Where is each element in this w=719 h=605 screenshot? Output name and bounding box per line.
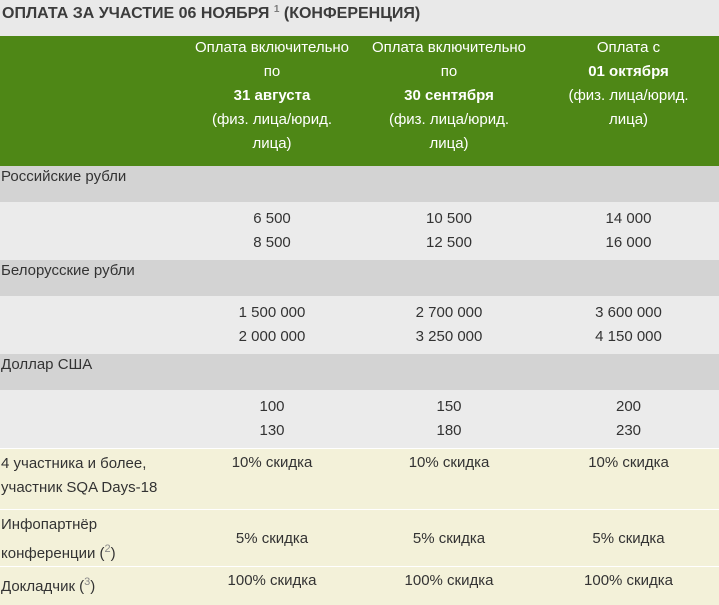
discount-row bbox=[0, 510, 719, 567]
price-individual: 100 bbox=[259, 398, 285, 415]
price-legal: 16 000 bbox=[605, 234, 652, 251]
price-individual: 6 500 bbox=[253, 210, 291, 227]
price-individual: 3 600 000 bbox=[595, 304, 662, 321]
header-line: лица) bbox=[608, 111, 649, 128]
price-legal: 230 bbox=[615, 422, 642, 439]
price-individual: 1 500 000 bbox=[238, 304, 306, 321]
price-legal: 130 bbox=[259, 422, 285, 439]
discount-label-line: конференции ( bbox=[1, 545, 105, 562]
price-row bbox=[0, 390, 719, 449]
discount-label bbox=[0, 567, 184, 605]
discount-value: 5% скидка bbox=[360, 510, 538, 567]
currency-name: Доллар США bbox=[0, 354, 719, 390]
price-legal: 8 500 bbox=[253, 234, 291, 251]
header-date: 01 октября bbox=[588, 63, 669, 80]
price-cell bbox=[360, 296, 538, 354]
discount-label-line: Инфопартнёр bbox=[1, 516, 98, 533]
empty-cell bbox=[0, 390, 184, 449]
discount-value: 10% скидка bbox=[538, 449, 719, 510]
price-cell bbox=[360, 390, 538, 449]
price-legal: 2 000 000 bbox=[238, 328, 306, 345]
table-title bbox=[0, 0, 719, 36]
price-row bbox=[0, 296, 719, 354]
price-cell bbox=[360, 202, 538, 260]
header-line: (физ. лица/юрид. bbox=[211, 111, 333, 128]
empty-cell bbox=[0, 202, 184, 260]
price-cell bbox=[538, 390, 719, 449]
discount-value: 100% скидка bbox=[360, 567, 538, 605]
discount-row bbox=[0, 567, 719, 605]
discount-row bbox=[0, 449, 719, 510]
price-individual: 150 bbox=[436, 398, 462, 415]
currency-row bbox=[0, 166, 719, 202]
header-date: 31 августа bbox=[233, 87, 311, 104]
header-line: Оплата включительно bbox=[371, 39, 527, 56]
discount-label-line: Докладчик ( bbox=[1, 578, 85, 595]
title-text: ОПЛАТА ЗА УЧАСТИЕ 06 НОЯБРЯ bbox=[2, 5, 270, 22]
price-cell bbox=[538, 202, 719, 260]
header-line: (физ. лица/юрид. bbox=[568, 87, 689, 104]
discount-label bbox=[0, 449, 184, 510]
price-individual: 2 700 000 bbox=[415, 304, 483, 321]
discount-label bbox=[0, 510, 184, 567]
price-legal: 12 500 bbox=[426, 234, 472, 251]
currency-row bbox=[0, 354, 719, 390]
price-cell bbox=[538, 296, 719, 354]
header-col-3 bbox=[538, 36, 719, 166]
currency-row bbox=[0, 260, 719, 296]
header-line: Оплата включительно bbox=[194, 39, 350, 56]
discount-value: 100% скидка bbox=[538, 567, 719, 605]
discount-value: 10% скидка bbox=[360, 449, 538, 510]
title-footnote-ref: 1 bbox=[273, 4, 280, 15]
header-line: по bbox=[263, 63, 281, 80]
price-cell bbox=[184, 296, 360, 354]
discount-label-line: участник SQA Days-18 bbox=[1, 479, 158, 496]
paren-close: ) bbox=[90, 578, 96, 595]
header-row bbox=[0, 36, 719, 166]
paren-close: ) bbox=[110, 545, 116, 562]
price-legal: 4 150 000 bbox=[595, 328, 662, 345]
header-line: Оплата с bbox=[596, 39, 661, 56]
header-col-1 bbox=[184, 36, 360, 166]
header-line: по bbox=[440, 63, 458, 80]
header-line: лица) bbox=[429, 135, 469, 152]
title-suffix: (КОНФЕРЕНЦИЯ) bbox=[283, 5, 421, 22]
price-cell bbox=[184, 202, 360, 260]
price-individual: 10 500 bbox=[426, 210, 472, 227]
currency-name: Белорусские рубли bbox=[0, 260, 719, 296]
header-line: лица) bbox=[252, 135, 292, 152]
discount-value: 5% скидка bbox=[538, 510, 719, 567]
header-line: (физ. лица/юрид. bbox=[388, 111, 510, 128]
price-individual: 14 000 bbox=[605, 210, 652, 227]
header-col-2 bbox=[360, 36, 538, 166]
currency-name: Российские рубли bbox=[0, 166, 719, 202]
pricing-table bbox=[0, 36, 719, 605]
header-empty-cell bbox=[0, 36, 184, 166]
footnote-ref: 2 bbox=[104, 543, 111, 555]
footnote-ref: 3 bbox=[84, 576, 91, 588]
price-legal: 3 250 000 bbox=[415, 328, 483, 345]
price-individual: 200 bbox=[615, 398, 642, 415]
discount-label-line: 4 участника и более, bbox=[1, 455, 147, 472]
price-cell bbox=[184, 390, 360, 449]
discount-value: 5% скидка bbox=[184, 510, 360, 567]
header-date: 30 сентября bbox=[404, 87, 494, 104]
empty-cell bbox=[0, 296, 184, 354]
price-row bbox=[0, 202, 719, 260]
price-legal: 180 bbox=[436, 422, 462, 439]
discount-value: 10% скидка bbox=[184, 449, 360, 510]
discount-value: 100% скидка bbox=[184, 567, 360, 605]
